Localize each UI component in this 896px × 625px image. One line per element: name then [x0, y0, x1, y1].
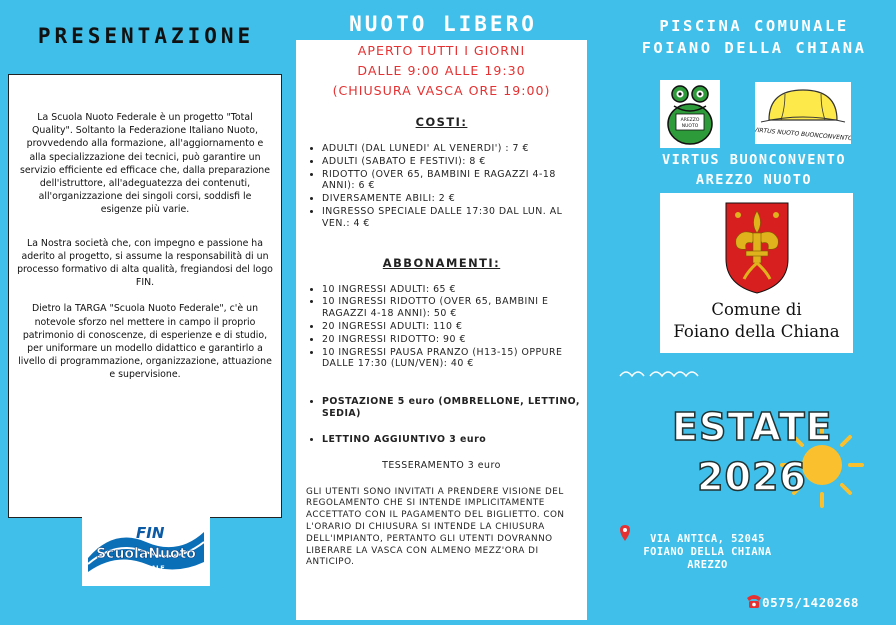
subscription-item: • 20 INGRESSI RIDOTTO: 90 €	[322, 334, 581, 346]
subscription-item: • 10 INGRESSI PAUSA PRANZO (H13-15) OPPURE DALLE 17:30 (LUN/VEN): 40 €	[322, 347, 581, 371]
free-swim-title: NUOTO LIBERO	[349, 12, 537, 36]
costs-list	[302, 143, 581, 230]
rules-note: GLI UTENTI SONO INVITATI A PRENDERE VISIONE DEL REGOLAMENTO CHE SI INTENDE IMPLICITAMENTE ACCETTATO CON IL PAGAMENTO DEL BIGLIETTO. CON L'ORARIO DI CHIUSURA SI INTENDE LA CHIUSURA DELL'IMPIANTO, PERTANTO GLI UTENTI DOVRANNO LIBERARE LA VASCA CON ALMENO MEZZ'ORA DI ANTICIPO.	[306, 486, 565, 568]
virtus-cap-graphic	[755, 82, 851, 144]
subscription-item: • 10 INGRESSI RIDOTTO (OVER 65, BAMBINI E RAGAZZI 4-18 ANNI): 50 €	[322, 296, 581, 320]
costs-heading: COSTI:	[415, 115, 468, 129]
address-line-3: AREZZO	[687, 559, 728, 571]
address	[615, 533, 800, 572]
presentation-paragraph-1: La Scuola Nuoto Federale è un progetto "Total Quality". Soltanto la Federazione Italiano Nuoto, provvedendo alla formazione, all'aggiornamento e alla specializzazione dei tecnici, può garantire un servizio efficiente ed efficace che, dalla preparazione dell'istruttore, all'adeguatezza dei contenuti, all'organizzazione dei singoli corsi, soddisfi le esigenze più varie.	[19, 112, 271, 216]
cost-item: • DIVERSAMENTE ABILI: 2 €	[322, 193, 581, 205]
club-name-1: VIRTUS BUONCONVENTO	[662, 152, 846, 168]
cap-label: VIRTUS NUOTO BUONCONVENTO	[755, 126, 851, 143]
pool-title-line-2: FOIANO DELLA CHIANA	[641, 39, 867, 57]
subscriptions-list	[302, 284, 581, 371]
hours-line-3: (CHIUSURA VASCA ORE 19:00)	[332, 83, 551, 98]
estate-heading	[672, 402, 832, 502]
fin-logo-main: ScuolaNuoto	[96, 545, 196, 562]
arezzo-nuoto-frog-graphic	[660, 80, 720, 148]
comune-name	[660, 299, 853, 343]
comune-line-1: Comune di	[711, 300, 802, 319]
frog-logo	[660, 80, 720, 148]
presentation-title: PRESENTAZIONE	[37, 24, 255, 48]
extra-item-postazione: • POSTAZIONE 5 euro (OMBRELLONE, LETTINO, SEDIA)	[322, 396, 581, 420]
swim-cap-logo	[755, 82, 851, 144]
presentation-paragraph-3: Dietro la TARGA "Scuola Nuoto Federale", c'è un notevole sforzo nel mettere in campo il proprio patrimonio di conoscenze, di esperienze e di studio, per uniformare un modello didattico e garantirlo a livello di programmazione, organizzazione, attuazione e supervisione.	[18, 303, 272, 381]
club-names	[612, 150, 896, 190]
fin-logo-top: FIN	[136, 523, 165, 542]
comune-logo	[660, 193, 853, 353]
cost-item: • RIDOTTO (OVER 65, BAMBINI E RAGAZZI 4-18 ANNI): 6 €	[322, 169, 581, 193]
fin-logo-sub: FEDERALE	[127, 563, 165, 572]
presentation-paragraph-2: La Nostra società che, con impegno e passione ha aderito al progetto, si assume la responsabilità di un processo formativo di alta qualità, fregiandosi del logo FIN.	[17, 237, 273, 289]
subscription-item: • 20 INGRESSI ADULTI: 110 €	[322, 321, 581, 333]
cost-item: • ADULTI (SABATO E FESTIVI): 8 €	[322, 156, 581, 168]
club-name-2: AREZZO NUOTO	[695, 172, 813, 188]
subscriptions-heading: ABBONAMENTI:	[382, 255, 501, 270]
extra-item-lettino: • LETTINO AGGIUNTIVO 3 euro	[322, 434, 581, 446]
address-line-2: FOIANO DELLA CHIANA	[643, 546, 772, 558]
estate-word: ESTATE	[672, 405, 833, 449]
subscription-item: • 10 INGRESSI ADULTI: 65 €	[322, 284, 581, 296]
wave-icon	[618, 366, 700, 380]
frog-label-line-1: AREZZO	[680, 118, 700, 123]
phone-number: 0575/1420268	[762, 595, 859, 610]
cost-item: • ADULTI (DAL LUNEDI' AL VENERDI') : 7 €	[322, 143, 581, 155]
fin-scuola-nuoto-logo	[82, 511, 210, 586]
phone-icon	[745, 592, 763, 610]
cost-item: • INGRESSO SPECIALE DALLE 17:30 DAL LUN. AL VEN.: 4 €	[322, 206, 581, 230]
address-line-1: VIA ANTICA, 52045	[650, 533, 765, 545]
coat-of-arms-crest	[722, 199, 792, 295]
hours-line-2: DALLE 9:00 ALLE 19:30	[357, 63, 526, 78]
membership-fee: TESSERAMENTO 3 euro	[382, 459, 501, 471]
presentation-box	[8, 74, 282, 518]
extras-list	[302, 396, 581, 445]
hours-line-1: APERTO TUTTI I GIORNI	[357, 43, 526, 58]
frog-label-line-2: NUOTO	[681, 124, 699, 129]
free-swim-box	[296, 40, 587, 620]
comune-line-2: Foiano della Chiana	[673, 322, 840, 341]
fin-logo-graphic	[84, 518, 208, 580]
pool-title-line-1: PISCINA COMUNALE	[659, 17, 849, 35]
estate-year: 2026	[697, 455, 807, 499]
